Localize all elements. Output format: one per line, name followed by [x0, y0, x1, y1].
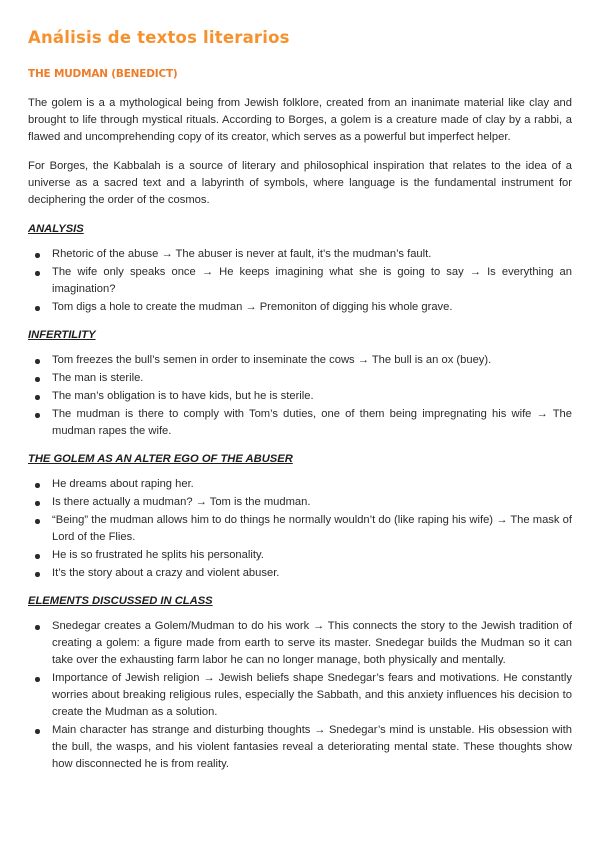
list-item-text: Tom digs a hole to create the mudman → Premoniton of digging his whole grave.: [52, 301, 453, 313]
list-item-text: He is so frustrated he splits his personality.: [52, 549, 264, 561]
bullet-icon: [35, 271, 40, 276]
list-item: [28, 722, 572, 773]
document-page: [28, 28, 572, 784]
list-item-text: Is there actually a mudman? → Tom is the mudman.: [52, 496, 311, 508]
list-item-text: Importance of Jewish religion → Jewish beliefs shape Snedegar’s fears and motivations. He constantly worries about breaking religious rules, especially the Sabbath, and this anxiety influences his decision to create the Mudman as a solution.: [52, 672, 572, 718]
list-item-text: The man’s obligation is to have kids, but he is sterile.: [52, 390, 314, 402]
document-title: Análisis de textos literarios: [28, 28, 290, 47]
intro-paragraph-kabbalah: For Borges, the Kabbalah is a source of literary and philosophical inspiration that relates to the idea of a universe as a sacred text and a labyrinth of symbols, where language is the fundamental instrument for deciphering the order of the cosmos.: [28, 160, 572, 206]
list-item: [28, 264, 572, 298]
golem-alter-ego-list: [28, 476, 572, 582]
bullet-icon: [35, 359, 40, 364]
list-item-text: Rhetoric of the abuse → The abuser is never at fault, it’s the mudman’s fault.: [52, 248, 432, 260]
bullet-icon: [35, 501, 40, 506]
list-item-text: The man is sterile.: [52, 372, 144, 384]
bullet-icon: [35, 306, 40, 311]
list-item: [28, 476, 572, 493]
section-heading-golem-alter-ego: THE GOLEM AS AN ALTER EGO OF THE ABUSER: [28, 453, 293, 465]
list-item: [28, 352, 572, 369]
list-item: [28, 299, 572, 316]
list-item: [28, 512, 572, 546]
bullet-icon: [35, 413, 40, 418]
bullet-icon: [35, 677, 40, 682]
list-item: [28, 388, 572, 405]
section-heading-analysis: ANALYSIS: [28, 223, 84, 235]
document-subtitle: THE MUDMAN (BENEDICT): [28, 68, 178, 80]
list-item: [28, 565, 572, 582]
analysis-list: [28, 246, 572, 316]
bullet-icon: [35, 483, 40, 488]
list-item-text: The wife only speaks once → He keeps imagining what she is going to say → Is everything an imagination?: [52, 266, 572, 295]
list-item-text: Tom freezes the bull’s semen in order to inseminate the cows → The bull is an ox (buey).: [52, 354, 492, 366]
bullet-icon: [35, 554, 40, 559]
bullet-icon: [35, 253, 40, 258]
bullet-icon: [35, 377, 40, 382]
bullet-icon: [35, 395, 40, 400]
list-item-text: Main character has strange and disturbing thoughts → Snedegar’s mind is unstable. His obsession with the bull, the wasps, and his violent fantasies reveal a deteriorating mental state. These thoughts show how disconnected he is from reality.: [52, 724, 572, 770]
list-item: [28, 370, 572, 387]
infertility-list: [28, 352, 572, 440]
list-item: [28, 494, 572, 511]
list-item: [28, 670, 572, 721]
section-heading-elements-discussed: ELEMENTS DISCUSSED IN CLASS: [28, 595, 213, 607]
elements-discussed-list: [28, 618, 572, 773]
bullet-icon: [35, 572, 40, 577]
list-item-text: It’s the story about a crazy and violent abuser.: [52, 567, 280, 579]
intro-paragraph-golem: The golem is a a mythological being from Jewish folklore, created from an inanimate material like clay and brought to life through mystical rituals. According to Borges, a golem is a creature made of clay by a rabbi, a flawed and uncomprehending copy of its creator, which serves as a powerful but imperfect helper.: [28, 97, 572, 143]
bullet-icon: [35, 519, 40, 524]
list-item: [28, 246, 572, 263]
list-item-text: “Being” the mudman allows him to do things he normally wouldn’t do (like raping his wife) → The mask of Lord of the Flies.: [52, 514, 572, 543]
list-item: [28, 547, 572, 564]
list-item-text: Snedegar creates a Golem/Mudman to do his work → This connects the story to the Jewish tradition of creating a golem: a figure made from earth to serve its master. Snedegar builds the Mudman so it can take over the exhausting farm labor he can no longer manage, both physically and mentally.: [52, 620, 572, 666]
list-item-text: He dreams about raping her.: [52, 478, 194, 490]
list-item: [28, 618, 572, 669]
bullet-icon: [35, 625, 40, 630]
list-item: [28, 406, 572, 440]
bullet-icon: [35, 729, 40, 734]
list-item-text: The mudman is there to comply with Tom’s duties, one of them being impregnating his wife → The mudman rapes the wife.: [52, 408, 572, 437]
section-heading-infertility: INFERTILITY: [28, 329, 96, 341]
